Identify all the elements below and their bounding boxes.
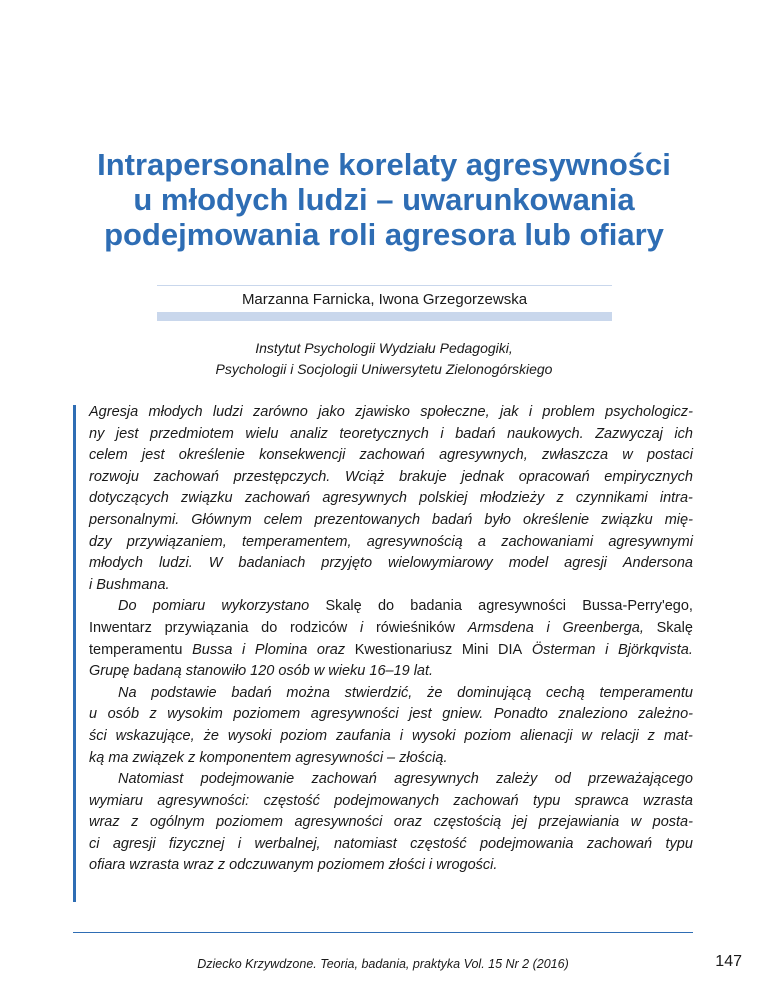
affiliation-line: Psychologii i Socjologii Uniwersytetu Zielonogórskiego: [215, 361, 553, 377]
abstract-line: dzy przywiązaniem, temperamentem, agresywnością a zachowaniami agresywnymi: [89, 533, 693, 550]
title-line: u młodych ludzi – uwarunkowania: [133, 182, 635, 217]
abstract-line: ci agresji fizycznej i werbalnej, natomiast częstość podejmowania zachowań typu: [89, 835, 693, 852]
title-line: podejmowania roli agresora lub ofiary: [104, 217, 664, 252]
abstract-line: ofiara wzrasta wraz z odczuwanym poziomem złości i wrogości.: [89, 857, 498, 874]
affiliation-line: Instytut Psychologii Wydziału Pedagogiki,: [255, 340, 513, 356]
footer-rule: [73, 932, 693, 933]
abstract-side-bar: [73, 405, 76, 902]
abstract-line: Na podstawie badań można stwierdzić, że dominującą cechą temperamentu: [118, 684, 693, 701]
abstract-line: celem jest określenie konsekwencji zachowań agresywnych, zwłaszcza w postaci: [89, 447, 693, 464]
abstract-line: Inwentarz przywiązania do rodziców i rówieśników Armsdena i Greenberga, Skalę: [89, 619, 693, 636]
authors-top-rule: [157, 285, 612, 286]
abstract-line: Agresja młodych ludzi zarówno jako zjawisko społeczne, jak i problem psychologicz-: [89, 404, 693, 420]
abstract-line: ści wskazujące, że wysoki poziom zaufania i wysoki poziom alienacji w relacji z mat-: [89, 727, 693, 744]
abstract-line: młodych ludzi. W badaniach przyjęto wielowymiarowy model agresji Andersona: [89, 555, 693, 572]
abstract-line: temperamentu Bussa i Plomina oraz Kwestionariusz Mini DIA Österman i Björkqvista.: [89, 641, 693, 658]
abstract: [89, 402, 693, 877]
title-line: Intrapersonalne korelaty agresywności: [97, 147, 671, 182]
abstract-line: personalnymi. Głównym celem prezentowanych badań było określenie związku mię-: [89, 511, 693, 528]
page-number: 147: [715, 953, 742, 970]
abstract-line: rozwoju zachowań przestępczych. Wciąż brakuje jednak opracowań empirycznych: [89, 468, 693, 485]
abstract-line: ką ma związek z komponentem agresywności – złością.: [89, 749, 448, 766]
abstract-line: Natomiast podejmowanie zachowań agresywnych zależy od przeważającego: [118, 771, 693, 788]
article-title: [0, 147, 768, 252]
abstract-line: dotyczących związku zachowań agresywnych polskiej młodzieży z czynnikami intra-: [89, 490, 693, 507]
authors: Marzanna Farnicka, Iwona Grzegorzewska: [241, 291, 528, 308]
abstract-line: i Bushmana.: [89, 576, 170, 593]
authors-bottom-band: [157, 312, 612, 321]
abstract-line: Grupę badaną stanowiło 120 osób w wieku 16–19 lat.: [89, 663, 434, 680]
journal-footer: Dziecko Krzywdzone. Teoria, badania, praktyka Vol. 15 Nr 2 (2016): [197, 957, 569, 971]
abstract-line: Do pomiaru wykorzystano Skalę do badania agresywności Bussa-Perry'ego,: [118, 598, 693, 615]
abstract-line: u osób z wysokim poziomem agresywności jest gniew. Ponadto znaleziono zależno-: [89, 706, 693, 723]
abstract-line: wymiaru agresywności: częstość podejmowanych zachowań typu sprawca wzrasta: [89, 792, 693, 809]
abstract-line: ny jest przedmiotem wielu analiz teoretycznych i badań naukowych. Zazwyczaj ich: [89, 425, 693, 442]
abstract-line: wraz z ogólnym poziomem agresywności oraz częstością jej przejawiania w posta-: [89, 814, 693, 831]
affiliation: [0, 338, 768, 380]
